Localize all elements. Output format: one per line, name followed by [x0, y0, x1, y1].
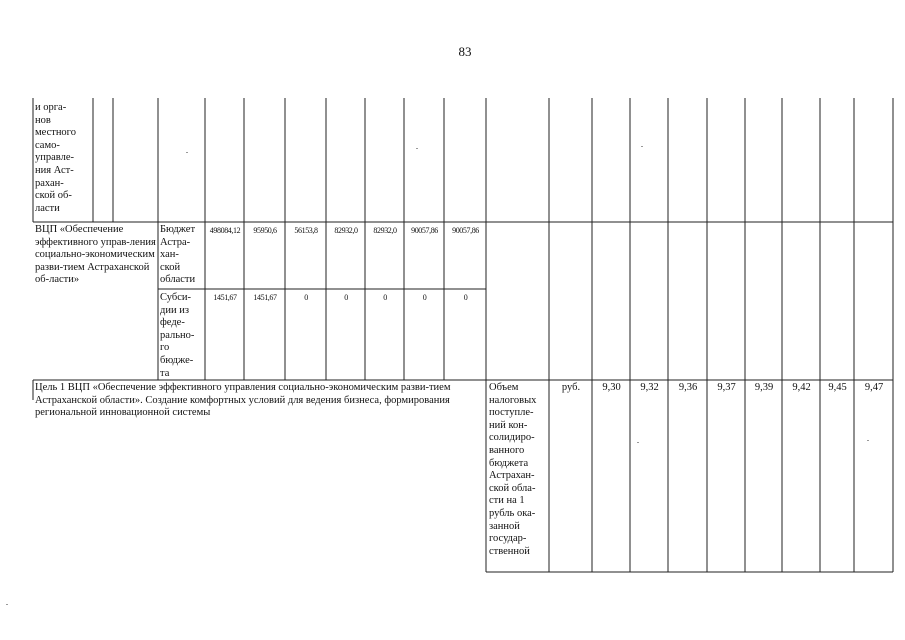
indicator-value-cell: 9,37	[717, 382, 736, 393]
regional-value-cell: 82932,0	[373, 226, 397, 235]
goal-text: Цель 1 ВЦП «Обеспечение эффективного управления социально-экономическим разви-тием Астраханской области». Создание комфортных условий для ведения бизнеса, формирования региональной инновационной системы	[35, 382, 451, 419]
funding-source-federal: Субси- дии из феде- рально- го бюдже- та	[160, 292, 195, 379]
regional-value-cell: 90057,86	[411, 226, 438, 235]
indicator-value-cell: 9,39	[754, 382, 774, 393]
federal-value-cell: 0	[463, 293, 468, 302]
federal-value-cell: 0	[304, 293, 308, 302]
federal-value-cell: 1451,67	[213, 293, 237, 302]
scan-speck	[867, 440, 869, 441]
indicator-value-cell: 9,30	[602, 382, 621, 393]
indicator-value-cell: 9,45	[828, 382, 847, 393]
scan-speck	[416, 148, 418, 149]
scan-speck	[641, 146, 643, 147]
scan-speck	[637, 442, 639, 443]
regional-value-cell: 82932,0	[334, 226, 358, 235]
regional-value-cell: 56153,8	[294, 226, 318, 235]
federal-value-cell: 0	[383, 293, 387, 302]
scan-speck	[6, 604, 8, 605]
federal-value-cell: 0	[422, 293, 427, 302]
federal-value-cell: 1451,67	[253, 293, 277, 302]
indicator-value-cell: 9,42	[792, 382, 811, 393]
unit-cell: руб.	[561, 382, 581, 393]
funding-source-regional: Бюджет Астра- хан- ской области	[160, 224, 196, 286]
page-number: 83	[458, 44, 472, 59]
regional-value-cell: 95950,6	[253, 226, 277, 235]
row1-first-cell: и орга- нов местного само- управле- ния Аст- рахан- ской об- ласти	[35, 102, 76, 214]
program-name: ВЦП «Обеспечение эффективного управ-ления социально-экономическим разви-тием Астраханской об-ласти»	[35, 224, 156, 286]
regional-value-cell: 498084,12	[209, 226, 241, 235]
indicator-value-cell: 9,36	[678, 382, 698, 393]
scan-speck	[186, 152, 188, 153]
indicator-text: Объем налоговых поступле- ний кон- солидиро- ванного бюджета Астрахан- ской обла- сти на 1 рубль ока- занной государ- ственной	[489, 382, 537, 557]
regional-value-cell: 90057,86	[452, 226, 479, 235]
federal-value-cell: 0	[344, 293, 348, 302]
indicator-value-cell: 9,32	[640, 382, 659, 393]
indicator-value-cell: 9,47	[864, 382, 884, 393]
